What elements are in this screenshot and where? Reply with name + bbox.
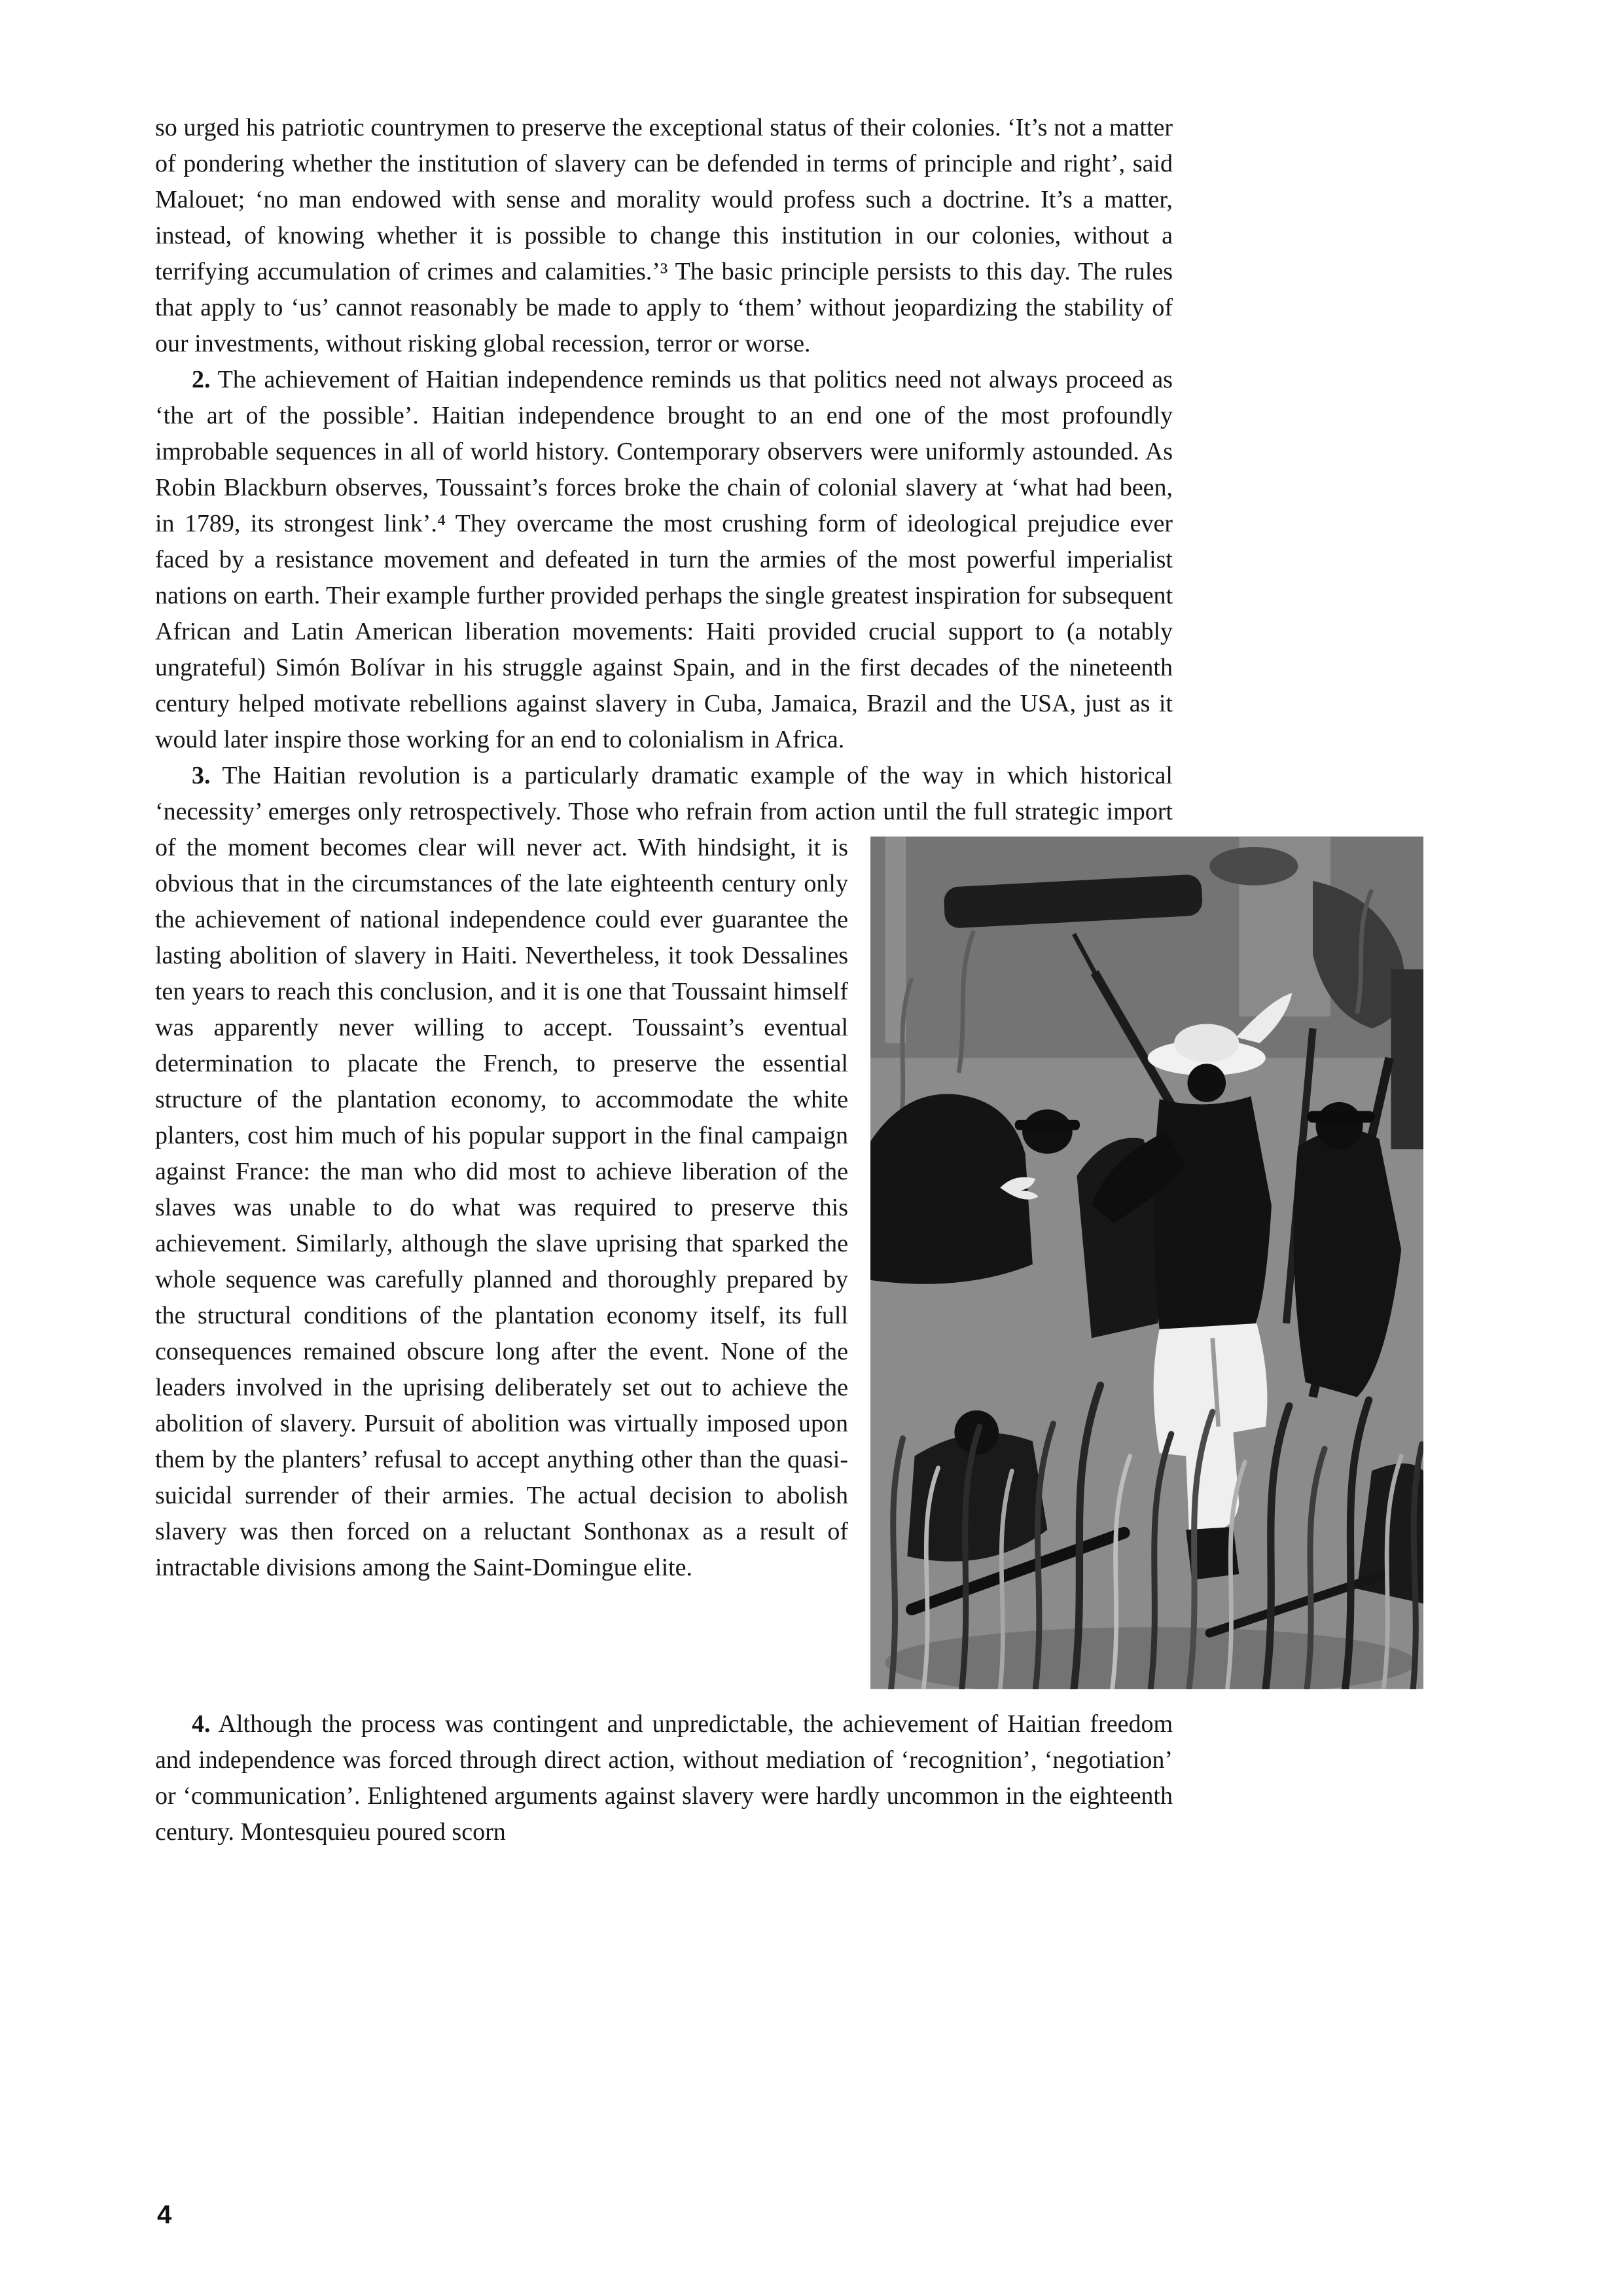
battle-scene-image xyxy=(870,836,1423,1689)
paragraph-text: is obvious that in the circumstances of the late eighteenth century only the achievement of national independence could ever guarantee the lasting abolition of slavery in Haiti. Nevertheless, it took Dessalines ten years to reach this conclusion, and it is one that Toussaint himself was apparently never willing to accept. Toussaint’s eventual determination to placate the French, to preserve the essential structure of the plantation economy, to accommodate the white planters, cost him much of his popular support in the final campaign against France: the man who did most to achieve liberation of the slaves was unable to do what was required to preserve this achievement. Similarly, although the slave uprising that sparked the whole sequence was carefully planned and thoroughly prepared by the structural conditions of the plantation economy itself, its full consequences remained obscure long after the event. None of the leaders involved in the uprising deliberately set out to achieve the abolition of slavery. Pursuit of abolition was virtually imposed upon them by the planters’ refusal to accept anything other than the quasi-suicidal surrender of their armies. The actual decision to abolish slavery was then forced on a reluctant Sonthonax as a result of intractable divisions among the Saint-Domingue elite. xyxy=(155,834,849,1581)
paragraph-4 xyxy=(155,1706,1173,1850)
paragraph-continuation xyxy=(155,110,1173,362)
paragraph-number: 4. xyxy=(192,1710,211,1738)
paragraph-number: 2. xyxy=(192,366,211,393)
text-block xyxy=(155,110,1173,1850)
paragraph-text: so urged his patriotic countrymen to preserve the exceptional status of their colonies. ‘It’s not a matter of pondering whether the institution of slavery can be defended in terms of principle and right’, said Malouet; ‘no man endowed with sense and morality would profess such a doctrine. It’s a matter, instead, of knowing whether it is possible to change this institution in our colonies, without a terrifying accumulation of crimes and calamities.’³ The basic principle persists to this day. The rules that apply to ‘us’ cannot reasonably be made to apply to ‘them’ without jeopardizing the stability of our investments, without risking global recession, terror or worse. xyxy=(155,114,1173,357)
paragraph-2 xyxy=(155,362,1173,758)
paragraph-text: The Haitian revolution is a particularly dramatic example of the way in which historical ‘necessity’ emerges only retrospectively. Those who refrain from action until the full strategic import of the moment becomes clear will never act. With hindsight, it xyxy=(155,762,1173,861)
paragraph-number: 3. xyxy=(192,762,211,789)
paragraph-3 xyxy=(155,758,1173,1586)
book-illustration xyxy=(870,836,1423,1689)
page-number: 4 xyxy=(157,2200,172,2229)
paragraph-text: The achievement of Haitian independence reminds us that politics need not always proceed as ‘the art of the possible’. Haitian independence brought to an end one of the most profoundly improbable sequences in all of world history. Contemporary observers were uniformly astounded. As Robin Blackburn observes, Toussaint’s forces broke the chain of colonial slavery at ‘what had been, in 1789, its strongest link’.⁴ They overcame the most crushing form of ideological prejudice ever faced by a resistance movement and defeated in turn the armies of the most powerful imperialist nations on earth. Their example further provided perhaps the single greatest inspiration for subsequent African and Latin American liberation movements: Haiti provided crucial support to (a notably ungrateful) Simón Bolívar in his struggle against Spain, and in the first decades of the nineteenth century helped motivate rebellions against slavery in Cuba, Jamaica, Brazil and the USA, just as it would later inspire those working for an end to colonialism in Africa. xyxy=(155,366,1173,753)
paragraph-text: Although the process was contingent and unpredictable, the achievement of Haitian freedom and independence was forced through direct action, without mediation of ‘recognition’, ‘negotiation’ or ‘communication’. Enlightened arguments against slavery were hardly uncommon in the eighteenth century. Montesquieu poured scorn xyxy=(155,1710,1173,1846)
